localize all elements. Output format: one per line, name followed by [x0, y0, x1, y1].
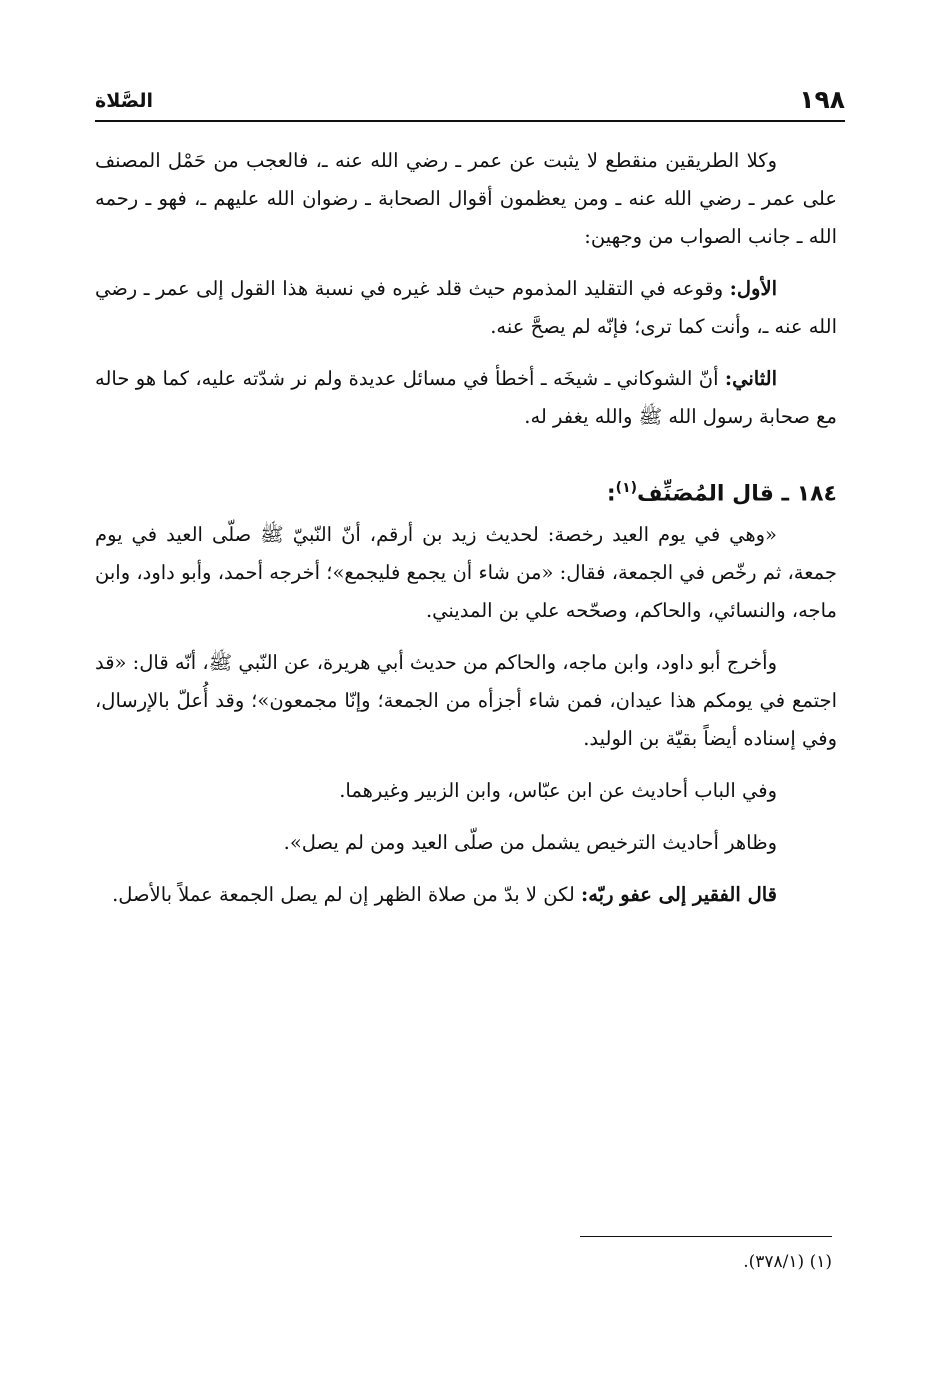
paragraph-text: وظاهر أحاديث الترخيص يشمل من صلّى العيد ومن لم يصل».	[283, 831, 777, 855]
section-heading-text: ١٨٤ ـ قال المُصَنِّف	[637, 481, 837, 507]
paragraph-lead: الأول:	[729, 277, 777, 300]
paragraph-text: لكن لا بدّ من صلاة الظهر إن لم يصل الجمعة عملاً بالأصل.	[112, 883, 581, 907]
footnote-marker: (١)	[809, 1252, 832, 1272]
paragraph-text: أنّ الشوكاني ـ شيخَه ـ أخطأ في مسائل عديدة ولم نر شدّته عليه، كما هو حاله مع صحابة رسول الله ﷺ والله يغفر له.	[95, 367, 837, 428]
paragraph	[95, 516, 837, 630]
paragraph-text: وفي الباب أحاديث عن ابن عبّاس، وابن الزبير وغيرهما.	[339, 779, 777, 803]
page-body	[95, 142, 837, 914]
footnote	[600, 1252, 832, 1272]
paragraph-text: وأخرج أبو داود، وابن ماجه، والحاكم من حديث أبي هريرة، عن النّبي ﷺ، أنّه قال: «قد اجتمع في يومكم هذا عيدان، فمن شاء أجزأه من الجمعة؛ وإنّا مجمعون»؛ وقد أُعلّ بالإرسال، وفي إسناده أيضاً بقيّة بن الوليد.	[95, 651, 837, 751]
paragraph	[95, 644, 837, 758]
paragraph-text: وقوعه في التقليد المذموم حيث قلد غيره في نسبة هذا القول إلى عمر ـ رضي الله عنه ـ، وأنت كما ترى؛ فإنّه لم يصحَّ عنه.	[95, 277, 837, 338]
paragraph-lead: قال الفقير إلى عفو ربّه:	[581, 883, 777, 907]
paragraph-text: وكلا الطريقين منقطع لا يثبت عن عمر ـ رضي الله عنه ـ، فالعجب من حَمْل المصنف على عمر ـ رضي الله عنه ـ ومن يعظمون أقوال الصحابة ـ رضوان الله عليهم ـ، فهو ـ رحمه الله ـ جانب الصواب من وجهين:	[95, 149, 837, 248]
paragraph-lead: الثاني:	[724, 367, 777, 390]
paragraph	[95, 772, 837, 810]
paragraph-text: «وهي في يوم العيد رخصة: لحديث زيد بن أرقم، أنّ النّبيّ ﷺ صلّى العيد في يوم جمعة، ثم رخّص في الجمعة، فقال: «من شاء أن يجمع فليجمع»؛ أخرجه أحمد، وأبو داود، وابن ماجه، والنسائي، والحاكم، وصحّحه علي بن المديني.	[95, 523, 837, 623]
section-heading	[95, 466, 837, 516]
paragraph	[95, 876, 837, 914]
section-heading-suffix: :	[606, 481, 616, 507]
footnote-reference: (١)	[615, 480, 638, 496]
page-number: ١٩٨	[799, 85, 845, 114]
footnote-divider	[580, 1236, 832, 1237]
paragraph	[95, 360, 837, 436]
paragraph	[95, 142, 837, 256]
paragraph	[95, 270, 837, 346]
page-header	[95, 76, 845, 122]
paragraph	[95, 824, 837, 862]
running-title: الصَّلاة	[95, 90, 154, 112]
footnote-text: (٣٧٨/١).	[743, 1252, 805, 1272]
